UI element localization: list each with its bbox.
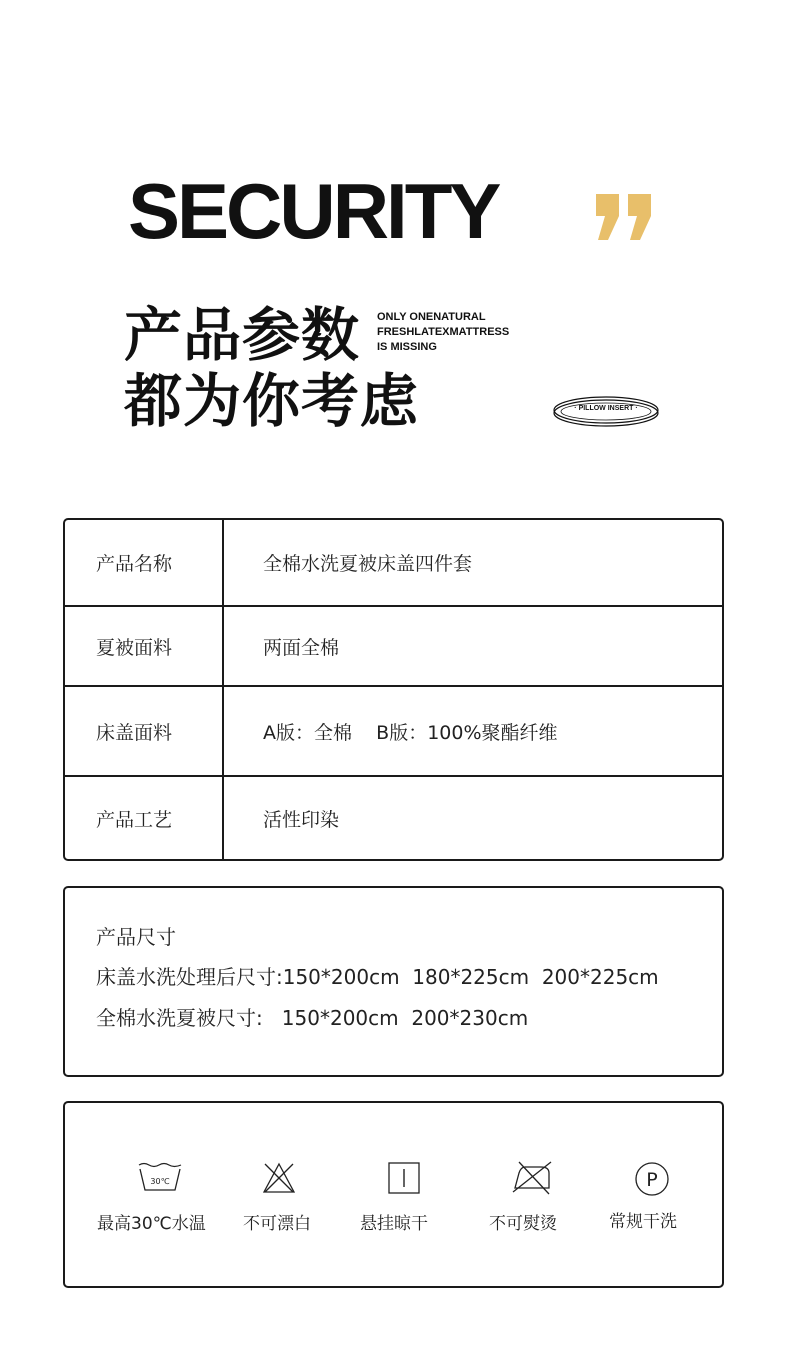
title-line-1: 产品参数 [124,301,361,369]
tagline-line-1: ONLY ONENATURAL [377,311,486,323]
spec-label: 产品名称 [96,553,173,575]
no-iron-icon [511,1161,553,1195]
title-line-2: 都为你考虑 [124,367,420,435]
hang-dry-icon [387,1161,421,1195]
page-title [124,302,419,434]
spec-value: 全棉水洗夏被床盖四件套 [263,553,473,575]
pillow-badge-icon [552,394,660,430]
no-bleach-icon [262,1161,296,1195]
table-row [65,607,722,685]
wash-temp-text: 30℃ [150,1177,170,1186]
size-heading: 产品尺寸 [96,925,176,949]
spec-value: 两面全棉 [263,636,340,659]
care-label: 不可漂白 [243,1214,311,1234]
size-box [63,886,724,1077]
wash-30-icon [137,1161,183,1193]
care-label: 悬挂晾干 [360,1214,428,1234]
care-label: 最高30℃水温 [97,1214,206,1234]
headline: SECURITY [128,167,499,255]
care-label: 常规干洗 [609,1212,677,1232]
tagline-line-3: IS MISSING [377,341,437,353]
table-row [65,520,722,605]
dry-clean-p-text: P [646,1169,658,1191]
pillow-badge-label: · PILLOW INSERT · [574,405,638,412]
spec-label: 产品工艺 [96,808,173,831]
spec-table [63,518,724,861]
spec-value: A版：全棉 B版：100%聚酯纤维 [263,721,558,744]
tagline [377,310,509,355]
spec-label: 床盖面料 [96,721,173,744]
size-line-1: 床盖水洗处理后尺寸:150*200cm 180*225cm 200*225cm [96,965,659,989]
table-row [65,777,722,859]
care-label: 不可熨烫 [489,1214,557,1234]
spec-value: 活性印染 [263,808,340,831]
pillow-insert-badge [552,394,660,430]
care-instructions [63,1101,724,1288]
quote-mark-icon [594,192,654,242]
size-line-2: 全棉水洗夏被尺寸: 150*200cm 200*230cm [96,1006,529,1030]
dry-clean-p-icon [634,1161,670,1197]
spec-label: 夏被面料 [96,636,173,659]
tagline-line-2: FRESHLATEXMATTRESS [377,326,510,338]
table-row [65,687,722,775]
